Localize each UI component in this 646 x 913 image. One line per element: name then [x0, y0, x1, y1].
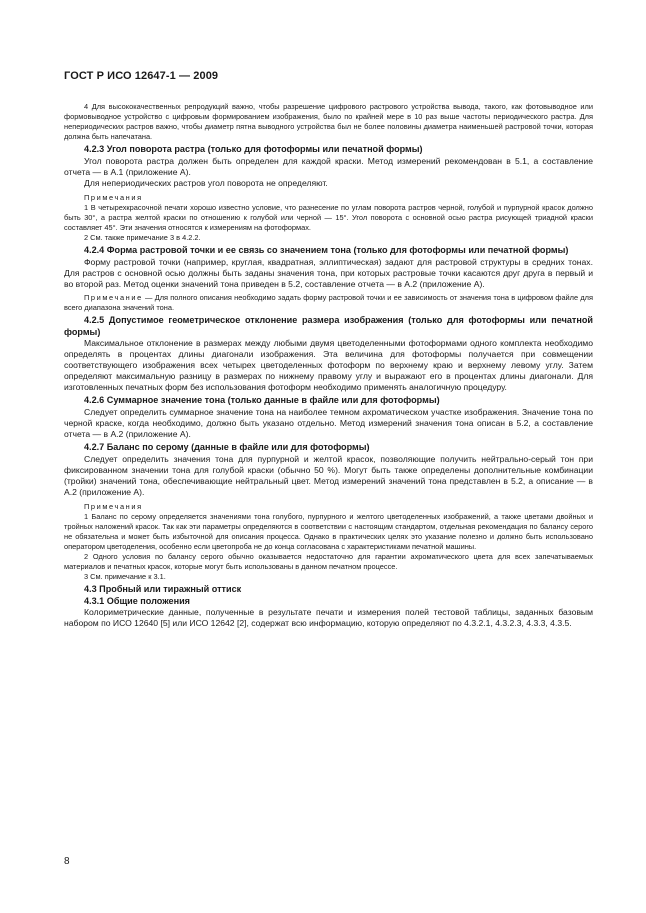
section-4-2-7-note-1: 1 Баланс по серому определяется значениями тона голубого, пурпурного и желтого цветоделенных изображений, а также цветами двойных и тройных наложений красок. Так как эти параметры определяются в соответствии с настоящим стандартом, отдельная рекомендация по балансу серого не обязательна и может быть избыточной для описания процесса. Однако в практических целях это указание полезно и должно быть использовано оператором цветоделения, особенно если цветопроба не до конца согласована с характеристиками печатной машины.: [64, 511, 593, 552]
section-4-2-3-notes-label: Примечания: [84, 193, 143, 203]
section-4-2-4-note-text: — Для полного описания необходимо задать форму растровой точки и ее зависимость от значения тона в цифровом файле для всего диапазона значений тона.: [64, 293, 593, 313]
section-4-2-3-paragraph-1: Угол поворота растра должен быть определен для каждой краски. Метод измерений рекомендован в 5.1, а составление отчета — в А.1 (приложение А).: [64, 155, 593, 177]
section-4-2-5-paragraph-1: Максимальное отклонение в размерах между любыми двумя цветоделенными фотоформами одного комплекта необходимо определять в процентах длины диагонали изображения. Эта величина для фотоформы получается при совмещении соответствующего изображения всех четырех цветоделенных фотоформ по верхнему краю и верхнему левому углу. Затем определяют максимальную разницу в размерах по нижнему правому углу и выражают его в процентах длины диагонали. Для изготовленных печатных форм без использования фотоформ необходимо применять аналогичную процедуру.: [64, 338, 593, 393]
section-4-2-7-paragraph-1: Следует определить значения тона для пурпурной и желтой красок, позволяющие получить нейтрально-серый тон при фиксированном значении тона для голубой краски (обычно 50 %). Могут быть также определены дополнительные комбинации (тройки) значений тона, обеспечивающие нейтральный цвет. Метод измерений значений тона представлен в 5.2, а описание — в А.2 (приложение А).: [64, 453, 593, 497]
page-number: 8: [64, 856, 70, 867]
section-4-2-4-note: [64, 293, 593, 313]
section-4-2-4-note-label: Примечание: [84, 293, 143, 303]
section-4-3-heading: 4.3 Пробный или тиражный оттиск: [84, 584, 242, 595]
section-4-3-1-paragraph-1: Колориметрические данные, полученные в результате печати и измерения полей тестовой таблицы, заданных базовым набором по ИСО 12640 [5] или ИСО 12642 [2], содержат всю информацию, которую определяют по 4.3.2.1, 4.3.2.3, 4.3.3, 4.3.5.: [64, 607, 593, 629]
section-4-2-6-heading: 4.2.6 Суммарное значение тона (только данные в файле или для фотоформы): [84, 395, 440, 406]
page-content: [64, 102, 593, 630]
section-4-2-7-heading: 4.2.7 Баланс по серому (данные в файле или для фотоформы): [84, 442, 370, 453]
section-4-2-7-notes-label: Примечания: [84, 501, 143, 511]
section-4-2-3-heading: 4.2.3 Угол поворота растра (только для фотоформы или печатной формы): [84, 144, 423, 155]
section-4-2-6-paragraph-1: Следует определить суммарное значение тона на наиболее темном ахроматическом участке изображения. Значение тона по черной краске, когда необходимо, должно быть указано отдельно. Метод измерений значения тона описан в 5.2, а составление отчета — в А.2 (приложение А).: [64, 406, 593, 440]
document-header: ГОСТ Р ИСО 12647-1 — 2009: [64, 70, 219, 82]
note-4: 4 Для высококачественных репродукций важно, чтобы разрешение цифрового растрового устройства вывода, такого, как фотовыводное или формовыводное устройство с цифровым формированием изображения, было по крайней мере в 10 раз выше частоты периодического растра. Для непериодических растров важно, чтобы диаметр пятна выводного устройства был не более половины диаметра наименьшей растровой точки, которая должна быть напечатана.: [64, 102, 593, 142]
section-4-2-5-heading: 4.2.5 Допустимое геометрическое отклонение размера изображения (только для фотоформы или печатной формы): [64, 315, 593, 337]
section-4-2-4-heading: 4.2.4 Форма растровой точки и ее связь со значением тона (только для фотоформы или печатной формы): [84, 245, 569, 256]
section-4-2-4-paragraph-1: Форму растровой точки (например, круглая, квадратная, эллиптическая) задают для растровой структуры в средних тонах. Для растров с основной осью должны быть заданы значения тона, при которых растровые точки касаются друг друга в первый и во второй раз. Метод оценки значений тона приведен в 5.2, составление отчета — в А.2 (приложение А).: [64, 256, 593, 289]
section-4-2-3-paragraph-2: Для непериодических растров угол поворота не определяют.: [84, 177, 328, 188]
section-4-2-7-note-3: 3 См. примечание к 3.1.: [84, 572, 166, 582]
section-4-2-3-note-1: 1 В четырехкрасочной печати хорошо известно условие, что разнесение по углам поворота растров черной, голубой и пурпурной красок должно быть 30°, а растра желтой краски по отношению к голубой или черной — 15°. Угол поворота с основной осью растра рисующей триадной краски составляет 45°. Эти значения относятся к измерениям на фотоформах.: [64, 203, 593, 233]
section-4-2-7-note-2: 2 Одного условия по балансу серого обычно оказывается недостаточно для гарантии ахроматического цвета для всех запечатываемых материалов и печатных красок, которые могут быть использованы в данном печатном процессе.: [64, 552, 593, 572]
section-4-3-1-heading: 4.3.1 Общие положения: [84, 595, 190, 606]
section-4-2-3-note-2: 2 См. также примечание 3 в 4.2.2.: [84, 233, 201, 243]
